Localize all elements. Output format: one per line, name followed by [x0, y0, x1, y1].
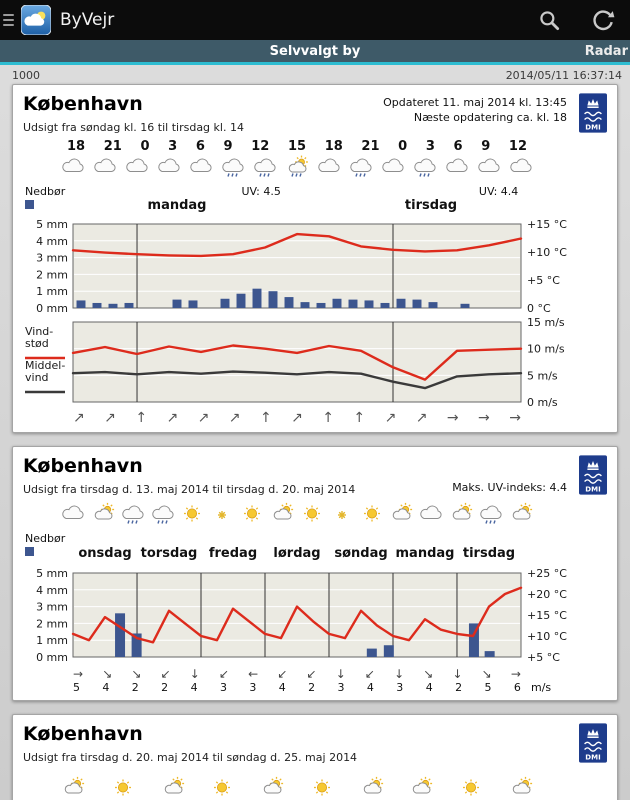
weekday-label: fredag [208, 546, 258, 561]
temp-precip-chart-48h [23, 219, 607, 315]
next-update: Næste opdatering ca. kl. 18 [413, 111, 567, 125]
rain-icon [119, 502, 147, 526]
svg-text:10 m/s: 10 m/s [527, 342, 565, 356]
svg-text:2 mm: 2 mm [36, 617, 68, 631]
star-icon [328, 502, 356, 526]
forecast-range: Udsigt fra tirsdag d. 20. maj 2014 til søndag d. 25. maj 2014 [23, 751, 358, 764]
hour-ticks-row [67, 139, 527, 154]
hour-tick: 6 [195, 139, 205, 154]
wind-arrow: ↓ [394, 667, 405, 681]
precip-color-swatch [25, 547, 34, 556]
temp-precip-chart-week [23, 568, 607, 664]
wind-chart-48h [23, 317, 607, 409]
wind-arrow: ↙ [277, 667, 288, 681]
city-title: København [23, 93, 143, 115]
cloud-icon [123, 155, 151, 179]
day-label-tirsdag: tirsdag [404, 198, 458, 213]
cloud-icon [379, 155, 407, 179]
sun-icon [238, 502, 266, 526]
cloud-icon [187, 155, 215, 179]
cloud-icon [507, 155, 535, 179]
svg-text:DMI: DMI [585, 753, 601, 762]
wind-arrow: ↗ [104, 410, 116, 426]
wind-speed-value: 4 [366, 681, 374, 694]
wind-arrow: ↗ [73, 410, 85, 426]
hour-tick: 3 [168, 139, 178, 154]
wind-arrow: ↑ [135, 410, 148, 426]
hour-tick: 21 [103, 139, 122, 154]
wind-arrow: ↙ [364, 667, 375, 681]
sun-cloud-icon [159, 776, 187, 800]
uv-index-monday: UV: 4.5 [241, 185, 281, 198]
weekday-label: lørdag [273, 546, 321, 561]
hour-tick: 9 [223, 139, 233, 154]
action-buttons [522, 0, 630, 40]
sun-cloud-icon [447, 502, 475, 526]
forecast-range: Udsigt fra søndag kl. 16 til tirsdag kl. 14 [23, 121, 244, 134]
rain-icon [219, 155, 247, 179]
forecast-range: Udsigt fra tirsdag d. 13. maj 2014 til tirsdag d. 20. maj 2014 [23, 483, 356, 496]
wind-arrow: ↓ [452, 667, 463, 681]
wind-arrow: ↗ [384, 410, 397, 426]
svg-text:5 mm: 5 mm [36, 568, 68, 580]
wind-speed-value: 4 [190, 681, 198, 694]
wind-arrow: → [509, 410, 521, 426]
hamburger-icon[interactable] [0, 0, 16, 40]
weekday-label: søndag [334, 546, 388, 561]
svg-text:+20 °C: +20 °C [527, 588, 567, 601]
station-id: 1000 [12, 69, 40, 82]
dmi-logo [579, 723, 607, 763]
wind-arrow: → [446, 410, 459, 426]
svg-text:5 m/s: 5 m/s [527, 369, 558, 383]
wind-speed-value: 5 [73, 681, 80, 694]
hour-tick: 6 [453, 139, 463, 154]
tab-radar[interactable]: Radar [584, 43, 628, 59]
svg-text:stød: stød [25, 337, 49, 350]
svg-text:0 mm: 0 mm [36, 651, 68, 664]
sun-cloud-icon [258, 776, 286, 800]
sun-rain-icon [283, 155, 311, 179]
uv-labels-row [23, 185, 607, 198]
update-info [383, 93, 567, 126]
rain-icon [411, 155, 439, 179]
wind-speed-value: 6 [513, 681, 521, 694]
wind-speed-value: 4 [425, 681, 433, 694]
dmi-logo [579, 93, 607, 133]
updated-at: Opdateret 11. maj 2014 kl. 13:45 [383, 96, 567, 109]
svg-text:+5 °C: +5 °C [527, 274, 560, 287]
svg-text:vind: vind [25, 371, 49, 384]
rain-icon [251, 155, 279, 179]
weekday-label: mandag [395, 546, 455, 561]
day-labels-row [23, 198, 607, 214]
sun-icon [358, 502, 386, 526]
sun-icon [457, 776, 485, 800]
rain-icon [149, 502, 177, 526]
wind-speed-value: 2 [308, 681, 316, 694]
svg-text:+10 °C: +10 °C [527, 630, 567, 643]
wind-arrow: ↑ [259, 410, 272, 426]
uv-index-tuesday: UV: 4.4 [478, 185, 519, 198]
sun-icon [109, 776, 137, 800]
svg-text:2 mm: 2 mm [36, 268, 68, 282]
wind-arrow: ↙ [160, 667, 171, 681]
hour-tick: 9 [481, 139, 491, 154]
card-header [23, 455, 607, 496]
sun-cloud-icon [507, 502, 535, 526]
tab-selvvalgt-by[interactable]: Selvvalgt by [269, 43, 361, 59]
svg-text:0 m/s: 0 m/s [527, 396, 558, 409]
sun-cloud-icon [59, 776, 87, 800]
wind-arrow: ↘ [481, 667, 492, 681]
sun-icon [298, 502, 326, 526]
svg-text:DMI: DMI [585, 123, 601, 132]
sun-cloud-icon [507, 776, 535, 800]
sun-cloud-icon [358, 776, 386, 800]
svg-text:3 mm: 3 mm [36, 251, 68, 265]
wind-speed-value: 3 [396, 681, 404, 694]
wind-arrow: ↓ [335, 667, 346, 681]
wind-direction-row [73, 410, 521, 426]
city-title: København [23, 455, 143, 477]
svg-text:+15 °C: +15 °C [527, 609, 567, 622]
wind-arrow: ↗ [197, 410, 210, 426]
wind-arrow: ↘ [102, 667, 113, 681]
wind-direction-row [73, 667, 521, 681]
wind-speed-value: 3 [219, 681, 227, 694]
cloud-icon [475, 155, 503, 179]
weather-icons-row [59, 502, 535, 528]
app-title: ByVejr [60, 10, 115, 30]
content-scroll[interactable] [0, 84, 630, 800]
svg-text:Middel-: Middel- [25, 359, 66, 372]
svg-text:+15 °C: +15 °C [527, 219, 567, 231]
weekday-label: torsdag [140, 546, 198, 561]
svg-text:+5 °C: +5 °C [527, 651, 560, 664]
sun-cloud-icon [89, 502, 117, 526]
weekday-labels-row [73, 532, 521, 561]
search-button[interactable] [522, 0, 576, 40]
dmi-logo [579, 455, 607, 495]
hour-tick: 12 [251, 139, 270, 154]
wind-speed-value: 3 [249, 681, 257, 694]
wind-speed-value: 5 [484, 681, 492, 694]
svg-text:+25 °C: +25 °C [527, 568, 567, 580]
wind-speed-value: 4 [278, 681, 286, 694]
hour-tick: 0 [398, 139, 408, 154]
sun-cloud-icon [407, 776, 435, 800]
precip-legend-label: Nedbør [25, 185, 66, 198]
wind-arrow: ↘ [423, 667, 434, 681]
precip-legend [25, 532, 65, 556]
cloud-icon [155, 155, 183, 179]
weather-icons-row [59, 155, 535, 181]
byvejr-app-icon[interactable] [21, 5, 51, 35]
card-header [23, 723, 607, 764]
tab-strip [0, 40, 630, 65]
hour-tick: 15 [287, 139, 307, 154]
svg-text:0 mm: 0 mm [36, 302, 68, 315]
svg-text:1 mm: 1 mm [36, 285, 68, 299]
wind-arrow: ↙ [218, 667, 229, 681]
wind-speed-value: 4 [102, 681, 110, 694]
status-row [0, 65, 630, 84]
wind-arrow: → [73, 667, 84, 681]
day-label-mandag: mandag [147, 198, 207, 213]
wind-speed-row [73, 681, 552, 694]
svg-text:1 mm: 1 mm [36, 634, 68, 648]
wind-arrow: ↗ [228, 410, 241, 426]
svg-text:15 m/s: 15 m/s [527, 317, 565, 329]
wind-arrow: → [510, 667, 521, 681]
refresh-icon [590, 7, 616, 33]
cloud-icon [59, 155, 87, 179]
refresh-button[interactable] [576, 0, 630, 40]
wind-arrow: ↑ [322, 410, 334, 426]
cloud-icon [59, 502, 87, 526]
rain-icon [347, 155, 375, 179]
svg-text:4 mm: 4 mm [36, 234, 68, 248]
wind-arrow: ← [248, 667, 259, 681]
uv-max-label: Maks. UV-indeks: 4.4 [452, 480, 567, 494]
cloud-icon [91, 155, 119, 179]
wind-arrow: ↓ [189, 667, 200, 681]
wind-arrow: ↙ [306, 667, 317, 681]
wind-speed-value: 2 [161, 681, 169, 694]
hour-tick: 18 [67, 139, 86, 154]
forecast-card-week [12, 446, 618, 701]
weekday-label: tirsdag [462, 546, 516, 561]
hour-tick: 0 [140, 139, 150, 154]
card-header [23, 93, 607, 134]
weekday-label: onsdag [78, 546, 132, 561]
precip-legend-label: Nedbør [25, 532, 66, 545]
svg-text:DMI: DMI [585, 485, 601, 494]
svg-text:Vind-: Vind- [25, 325, 54, 338]
action-bar [0, 0, 630, 40]
timestamp: 2014/05/11 16:37:14 [505, 69, 622, 82]
sun-icon [208, 776, 236, 800]
sun-icon [308, 776, 336, 800]
sun-cloud-icon [268, 502, 296, 526]
wind-arrow: ↗ [291, 410, 303, 426]
hour-tick: 21 [361, 139, 380, 154]
cloud-icon [417, 502, 445, 526]
sun-icon [178, 502, 206, 526]
forecast-card-extended [12, 714, 618, 800]
cloud-icon [315, 155, 343, 179]
sun-cloud-icon [387, 502, 415, 526]
rain-icon [477, 502, 505, 526]
magnifier-icon [536, 7, 562, 33]
wind-speed-value: 3 [337, 681, 345, 694]
svg-text:+10 °C: +10 °C [527, 246, 567, 259]
svg-text:5 mm: 5 mm [36, 219, 68, 231]
wind-speed-value: 2 [131, 681, 139, 694]
forecast-card-48h [12, 84, 618, 433]
weather-icons-row [59, 776, 535, 800]
wind-arrow: ↘ [131, 667, 142, 681]
hour-tick: 12 [508, 139, 527, 154]
wind-arrow: ↑ [353, 410, 366, 426]
star-icon [208, 502, 236, 526]
wind-arrow: ↗ [415, 410, 428, 426]
hour-tick: 18 [324, 139, 343, 154]
wind-arrow: ↗ [166, 410, 179, 426]
svg-text:4 mm: 4 mm [36, 583, 68, 597]
city-title: København [23, 723, 143, 745]
chart-labels-zone [23, 532, 607, 566]
cloud-icon [443, 155, 471, 179]
hour-tick: 3 [425, 139, 435, 154]
svg-text:3 mm: 3 mm [36, 600, 68, 614]
wind-arrow: → [478, 410, 490, 426]
chart-labels-zone [23, 185, 607, 217]
svg-text:0 °C: 0 °C [527, 302, 551, 315]
wind-speed-value: 2 [455, 681, 463, 694]
wind-speed-unit: m/s [531, 681, 552, 694]
